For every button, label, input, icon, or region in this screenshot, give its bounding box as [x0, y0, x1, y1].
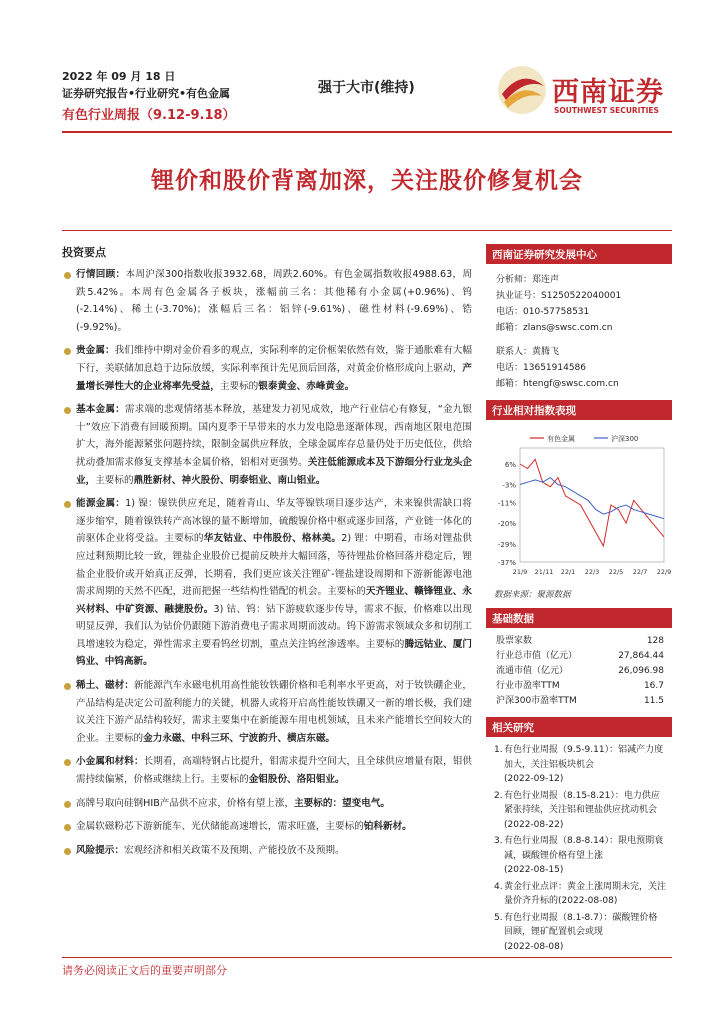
y-tick-label: 6% — [504, 460, 516, 469]
points-heading: 投资要点 — [62, 246, 106, 259]
research-center-heading: 西南证券研究发展中心 — [486, 244, 672, 264]
y-tick-label: -11% — [497, 499, 516, 508]
bullet-minor-metals: 小金属和材料：长期看，高端特钢占比提升，钼需求提升空间大，且全球供应增量有限，钼供需持续偏紧，价格或继续上行。主要标的金钼股份、洛阳钼业。 — [62, 753, 472, 788]
report-type: 证券研究报告•行业研究•有色金属 — [62, 87, 231, 100]
x-tick-label: 21/9 — [512, 568, 528, 576]
x-tick-label: 22/3 — [584, 568, 600, 576]
footer-divider — [62, 957, 672, 958]
related-item[interactable]: 2. 有色行业周报（8.15-8.21）：电力供应紧张持续，关注铝和锂盐供应扰动机会 (2022-08-22) — [494, 790, 660, 830]
investment-points — [62, 244, 472, 865]
chart-svg — [486, 426, 672, 586]
title-divider — [62, 230, 672, 231]
basic-row: 流通市值（亿元） 26,096.98 — [496, 666, 664, 676]
legend-label-1: 沪深300 — [611, 435, 639, 443]
analyst-phone: 010-57758531 — [523, 307, 590, 317]
report-date: 2022 年 09 月 18 日 — [62, 70, 176, 83]
analyst-email[interactable]: zlans@swsc.com.cn — [523, 323, 613, 333]
sidebar — [486, 244, 672, 956]
basic-row: 行业总市值（亿元） 27,864.44 — [496, 651, 664, 661]
analyst-name: 郑连声 — [532, 275, 560, 285]
y-tick-label: -3% — [502, 481, 516, 490]
bullet-risk: 风险提示：宏观经济和相关政策不及预期、产能投放不及预期。 — [62, 842, 472, 860]
basic-row: 沪深300市盈率TTM 11.5 — [496, 696, 664, 706]
relative-index-chart — [486, 426, 672, 586]
y-tick-label: -29% — [497, 540, 516, 549]
x-tick-label: 22/5 — [608, 568, 624, 576]
contact-phone: 13651914586 — [523, 363, 587, 373]
x-tick-label: 21/11 — [534, 568, 554, 576]
y-tick-label: -20% — [497, 520, 516, 529]
logo-mark-icon — [496, 64, 548, 116]
x-tick-label: 22/9 — [656, 568, 672, 576]
logo-text-en: SOUTHWEST SECURITIES — [554, 106, 659, 115]
header-divider — [62, 131, 672, 133]
chart-heading: 行业相对指数表现 — [486, 400, 672, 420]
related-research-list — [486, 737, 672, 954]
license-no: S1250522040001 — [541, 291, 622, 301]
basic-data-heading: 基础数据 — [486, 608, 672, 628]
logo-text-cn: 西南证券 — [552, 77, 664, 108]
y-tick-label: -37% — [497, 559, 516, 567]
bullet-soft-magnetic: 金属软磁粉芯下游新能车、光伏储能高速增长，需求旺盛，主要标的铂科新材。 — [62, 818, 472, 836]
legend-label-0: 有色金属 — [547, 435, 575, 443]
bullet-market-review: 行情回顾：本周沪深300指数收报3932.68，周跌2.60%。有色金属指数收报4988.63，周跌5.42%。本周有色金属各子板块，涨幅前三名：其他稀有小金属(+0.96%)、钨(-2.14%)、稀土(-3.70%)；涨幅后三名：铝锌(-9.61%)、磁性材料(-9.69%)、锆(-9.92%)。 — [62, 266, 472, 336]
related-item[interactable]: 5. 有色行业周报（8.1-8.7）：碳酸锂价格回顾，锂矿配置机会或现 (2022-08-08) — [494, 912, 658, 952]
basic-row: 行业市盈率TTM 16.7 — [496, 681, 664, 691]
x-tick-label: 22/1 — [560, 568, 576, 576]
disclaimer-footer: 请务必阅读正文后的重要声明部分 — [62, 964, 227, 977]
bullet-rare-earth: 稀土、磁材：新能源汽车永磁电机用高性能钕铁硼价格和毛利率水平更高，对于钕铁硼企业，产品结构是决定公司盈利能力的关键，机器人或将开启高性能钕铁硼又一新的增长极，我们建议关注下游产品结构较好，需求主要集中在新能源车用电机领域，且未来产能增长空间较大的企业。主要标的金力永磁、中科三环、宁波韵升、横店东磁。 — [62, 677, 472, 747]
bullet-energy-metals: 能源金属：1) 镍：镍铁供应充足，随着青山、华友等镍铁项目逐步达产，未来镍供需缺口将逐步缩窄，随着镍铁转产高冰镍的量不断增加，硫酸镍价格中枢或逐步回落，产业链一体化的前驱体企业将受益。主要标的华友钴业、中伟股份、格林美。2) 锂：中期看，市场对锂盐供应过剩预期比较一致，锂盐企业股价已提前反映并大幅回落，等待锂盐价格回落并稳定后，锂盐企业股价或开始真正反弹，长期看，我们更应该关注锂矿-锂盐建设周期和下游新能源电池需求周期的天然不匹配，进而把握一些结构性错配的机会。主要标的天齐锂业、赣锋锂业、永兴材料、中矿资源、融捷股份。3) 钴、钨：钴下游疲软逐步传导，需求不振，价格难以出现明显反弹，我们认为钴价仍跟随下游消费电子需求周期而波动。钨下游需求领域众多和切削工具增速较为稳定，弹性需求主要看钨丝切割，重点关注钨丝渗透率。主要标的腾远钴业、厦门钨业、中钨高新。 — [62, 495, 472, 671]
related-item[interactable]: 3. 有色行业周报（8.8-8.14）：限电预期衰减，碳酸锂价格有望上涨 (2022-08-15) — [494, 836, 664, 875]
bullet-silicon-steel: 高牌号取向硅钢HIB产品供不应求，价格有望上涨，主要标的：望变电气。 — [62, 795, 472, 813]
contact-email[interactable]: htengf@swsc.com.cn — [523, 379, 619, 389]
rating: 强于大市(维持) — [318, 80, 415, 96]
series-line-0 — [520, 459, 664, 546]
related-research-heading: 相关研究 — [486, 717, 672, 737]
report-title: 锂价和股价背离加深，关注股价修复机会 — [151, 168, 583, 194]
contact-name: 黄腾飞 — [532, 347, 560, 357]
basic-row: 股票家数 128 — [496, 636, 664, 646]
series-line-1 — [520, 478, 664, 519]
related-item[interactable]: 1. 有色行业周报（9.5-9.11）：铝减产力度加大，关注铝板块机会 (2022-09-12) — [494, 745, 664, 784]
chart-source: 数据来源：聚源数据 — [494, 590, 571, 600]
company-logo — [496, 60, 672, 120]
bullet-precious-metals: 贵金属：我们维持中期对金价看多的观点，实际利率的定价框架依然有效，鉴于通胀难有大幅下行，美联储加息趋于边际放缓，实际利率预计先见顶后回落，对黄金价格形成向上驱动，产量增长弹性大的企业将率先受益，主要标的银泰黄金、赤峰黄金。 — [62, 342, 472, 395]
weekly-title: 有色行业周报（9.12-9.18） — [62, 108, 236, 123]
basic-data-table — [486, 628, 672, 709]
x-tick-label: 22/7 — [632, 568, 648, 576]
related-item[interactable]: 4. 黄金行业点评：黄金上涨周期未完，关注量价齐升标的(2022-08-08) — [494, 881, 667, 906]
bullet-base-metals: 基本金属：需求端的悲观情绪基本释放，基建发力初见成效，地产行业信心有修复，“金九银十”效应下消费有回暖预期。国内夏季干旱带来的水力发电隐患逐渐体现，西南地区限电范围扩大，海外能源紧张问题持续，限制金属供应释放，全球金属库存总量仍处于历史低位，供给扰动叠加需求修复支撑基本金属价格，铝相对更强势。关注低能源成本及下游细分行业龙头企业，主要标的鼎胜新材、神火股份、明泰铝业、南山铝业。 — [62, 401, 472, 489]
analyst-contact: 分析师：郑连声 执业证号：S1250522040001 电话：010-57758531 邮箱：zlans@swsc.com.cn 联系人：黄腾飞 电话：13651914586 邮箱：htengf@swsc.com.cn — [496, 275, 622, 389]
